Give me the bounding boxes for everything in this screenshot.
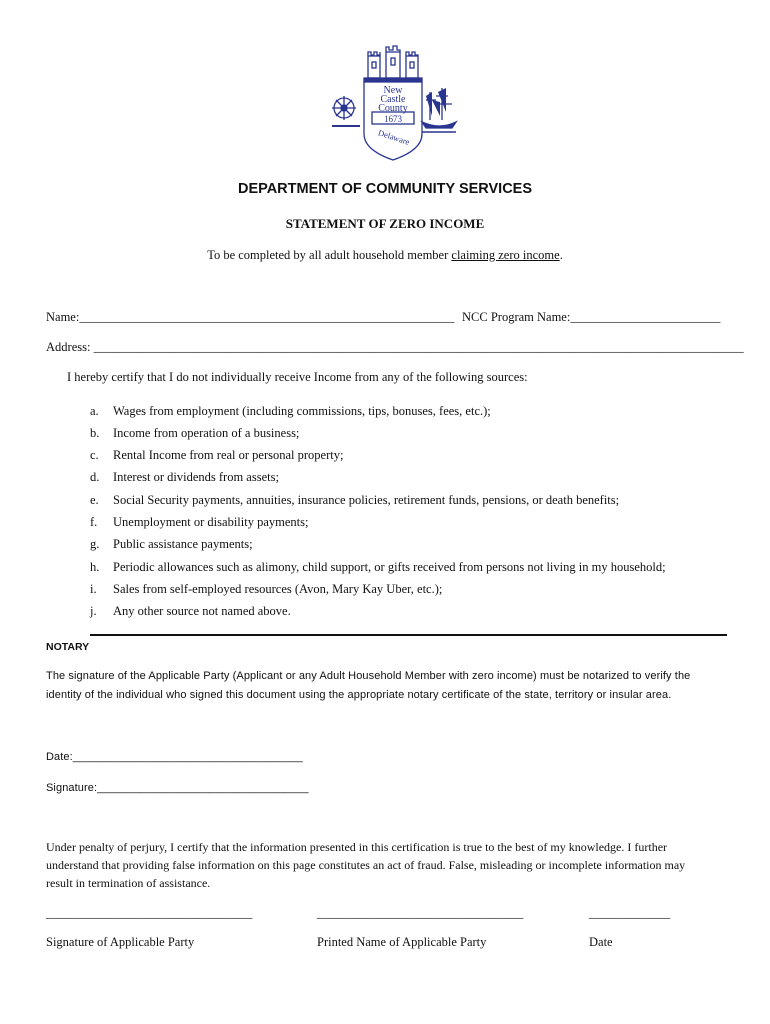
program-name-field[interactable]: NCC Program Name:________________________ xyxy=(462,310,721,324)
certify-intro: I hereby certify that I do not individually receive Income from any of the following sources: xyxy=(67,370,528,384)
list-marker: g. xyxy=(90,537,100,551)
seal-text-county: County xyxy=(378,103,408,114)
notary-heading: NOTARY xyxy=(46,641,90,653)
list-item xyxy=(90,470,279,485)
list-text: Periodic allowances such as alimony, child support, or gifts received from persons not living in my household; xyxy=(113,560,666,574)
seal-text-new: New xyxy=(383,85,403,96)
list-text: Income from operation of a business; xyxy=(113,426,300,440)
seal-text-year: 1673 xyxy=(384,114,402,124)
seal-text-castle: Castle xyxy=(380,94,406,105)
perjury-line-2: understand that providing false information on this page constitutes an act of fraud. False, misleading or incomplete information may xyxy=(46,858,686,872)
seal-text-state: Delaware xyxy=(376,127,411,147)
list-text: Any other source not named above. xyxy=(113,604,291,618)
list-item xyxy=(90,515,308,530)
applicant-signature-line[interactable]: _________________________________ xyxy=(46,906,253,920)
name-field[interactable]: Name:____________________________________________________________ xyxy=(46,310,455,324)
subtitle-prefix: To be completed by all adult household member xyxy=(207,248,452,262)
printed-name-label: Printed Name of Applicable Party xyxy=(317,935,487,949)
form-title: STATEMENT OF ZERO INCOME xyxy=(285,216,485,231)
signature-date-line[interactable]: _____________ xyxy=(589,906,671,920)
list-item xyxy=(90,404,491,419)
list-text: Sales from self-employed resources (Avon, Mary Kay Uber, etc.); xyxy=(113,582,443,596)
perjury-line-1: Under penalty of perjury, I certify that the information presented in this certification is true to the best of my knowledge. I further xyxy=(46,840,668,854)
county-seal-logo xyxy=(328,42,458,164)
signature-field[interactable]: Signature:__________________________________ xyxy=(46,782,309,794)
list-marker: h. xyxy=(90,560,100,574)
list-marker: a. xyxy=(90,404,99,418)
signature-date-label: Date xyxy=(589,935,613,949)
list-item xyxy=(90,582,442,597)
list-marker: f. xyxy=(90,515,98,529)
printed-name-line[interactable]: _________________________________ xyxy=(317,906,524,920)
subtitle-suffix: . xyxy=(559,248,563,262)
list-item xyxy=(90,493,619,508)
list-marker: i. xyxy=(90,582,97,596)
section-divider xyxy=(90,634,727,636)
subtitle-underlined: claiming zero income xyxy=(451,248,560,262)
list-marker: e. xyxy=(90,493,99,507)
list-item xyxy=(90,537,253,552)
list-text: Interest or dividends from assets; xyxy=(113,470,279,484)
list-item xyxy=(90,426,299,441)
list-marker: b. xyxy=(90,426,100,440)
address-field[interactable]: Address: ________________________________________________________________________________________________________ xyxy=(46,340,744,354)
list-item xyxy=(90,448,343,463)
form-subtitle xyxy=(0,248,770,263)
list-text: Social Security payments, annuities, insurance policies, retirement funds, pensions, or death benefits; xyxy=(113,493,620,507)
list-text: Rental Income from real or personal property; xyxy=(113,448,344,462)
notary-text-line-2: identity of the individual who signed this document using the appropriate notary certificate of the state, territory or insular area. xyxy=(46,689,672,701)
date-field[interactable]: Date:_____________________________________ xyxy=(46,751,303,763)
list-marker: d. xyxy=(90,470,100,484)
list-marker: j. xyxy=(90,604,97,618)
list-item xyxy=(90,560,666,575)
list-text: Unemployment or disability payments; xyxy=(113,515,309,529)
applicant-signature-label: Signature of Applicable Party xyxy=(46,935,195,949)
perjury-line-3: result in termination of assistance. xyxy=(46,876,211,890)
list-text: Public assistance payments; xyxy=(113,537,253,551)
list-item xyxy=(90,604,291,619)
list-marker: c. xyxy=(90,448,99,462)
list-text: Wages from employment (including commissions, tips, bonuses, fees, etc.); xyxy=(113,404,491,418)
notary-text-line-1: The signature of the Applicable Party (Applicant or any Adult Household Member with zero income) must be notarized to verify the xyxy=(46,670,691,682)
department-heading: DEPARTMENT OF COMMUNITY SERVICES xyxy=(237,181,533,197)
